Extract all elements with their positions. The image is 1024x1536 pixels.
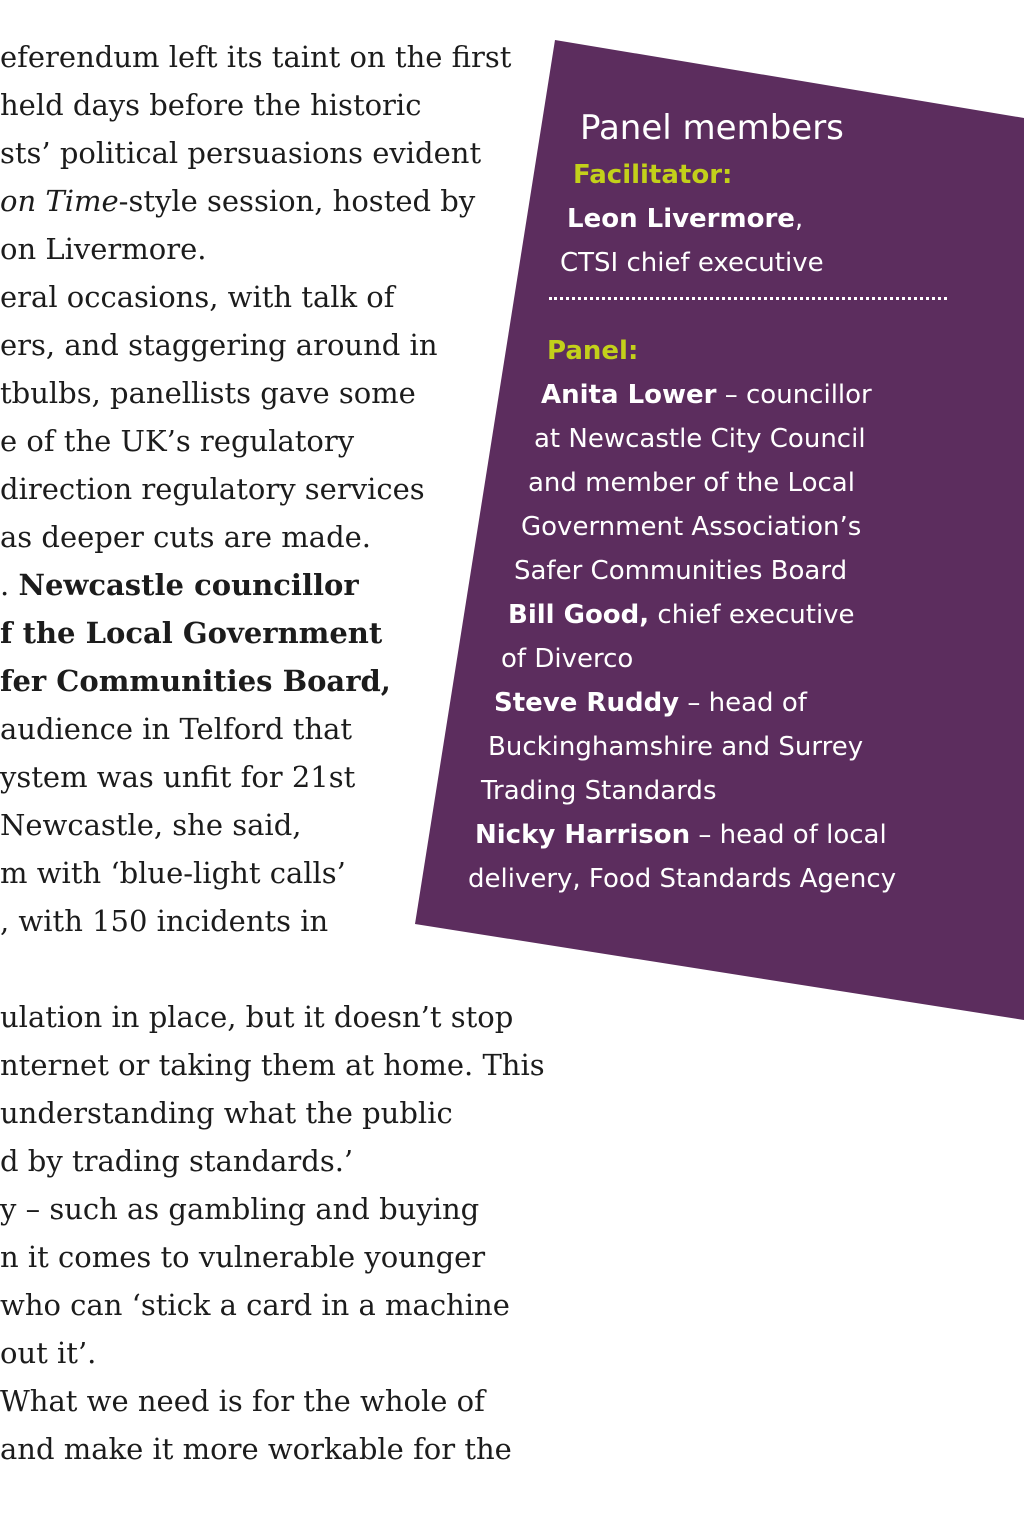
article-text: y – such as gambling and buying <box>0 1192 480 1226</box>
article-text: ulation in place, but it doesn’t stop <box>0 1000 514 1034</box>
article-text: m with ‘blue-light calls’ <box>0 856 346 890</box>
article-text: . <box>0 568 19 602</box>
article-text: out it’. <box>0 1336 97 1370</box>
article-text: ers, and staggering around in <box>0 328 438 362</box>
article-text: tbulbs, panellists gave some <box>0 376 416 410</box>
article-text: -style session, hosted by <box>118 184 476 218</box>
article-bold-text: Newcastle councillor <box>18 568 359 602</box>
panel-member-line <box>488 725 863 769</box>
article-bold-text: fer Communities Board, <box>0 664 391 698</box>
panel-member-line <box>468 857 896 901</box>
panel-member-line <box>508 593 855 637</box>
panel-member-role: Government Association’s <box>521 512 862 542</box>
panel-member-role: of Diverco <box>501 644 634 674</box>
panel-member-role: and member of the Local <box>528 468 855 498</box>
panel-member-name: Steve Ruddy <box>494 688 680 718</box>
article-bold-text: f the Local Government <box>0 616 383 650</box>
article-text: understanding what the public <box>0 1096 453 1130</box>
article-text: What we need is for the whole of <box>0 1384 485 1418</box>
panel-member-line <box>481 769 717 813</box>
panel-title: Panel members <box>580 108 844 148</box>
panel-member-name: Anita Lower <box>541 380 717 410</box>
facilitator-role: CTSI chief executive <box>560 248 824 278</box>
panel-member-role: Trading Standards <box>481 776 717 806</box>
article-text: e of the UK’s regulatory <box>0 424 355 458</box>
article-text: n it comes to vulnerable younger <box>0 1240 486 1274</box>
article-text: ystem was unfit for 21st <box>0 760 356 794</box>
panel-member-line <box>541 373 872 417</box>
article-text: , with 150 incidents in <box>0 904 329 938</box>
panel-member-line <box>528 461 855 505</box>
article-text: held days before the historic <box>0 88 422 122</box>
panel-member-role: – councillor <box>716 380 872 410</box>
panel-member-role: chief executive <box>649 600 855 630</box>
article-text: eral occasions, with talk of <box>0 280 395 314</box>
panel-member-line <box>494 681 807 725</box>
panel-member-line <box>475 813 887 857</box>
panel-member-role: Safer Communities Board <box>514 556 848 586</box>
article-text: audience in Telford that <box>0 712 353 746</box>
article-text: who can ‘stick a card in a machine <box>0 1288 510 1322</box>
article-text: sts’ political persuasions evident <box>0 136 482 170</box>
panel-member-line <box>514 549 847 593</box>
article-text: and make it more workable for the <box>0 1432 512 1466</box>
panel-label: Panel: <box>547 336 639 366</box>
facilitator-name-punct: , <box>794 204 804 234</box>
panel-member-role: delivery, Food Standards Agency <box>468 864 897 894</box>
panel-member-role: at Newcastle City Council <box>534 424 866 454</box>
panel-member-role: Buckinghamshire and Surrey <box>488 732 864 762</box>
panel-divider <box>549 297 947 300</box>
article-text: nternet or taking them at home. This <box>0 1048 545 1082</box>
facilitator-name-line <box>567 197 803 241</box>
article-text: Newcastle, she said, <box>0 808 302 842</box>
panel-member-line <box>521 505 861 549</box>
panel-member-line <box>534 417 866 461</box>
article-text: on Livermore. <box>0 232 207 266</box>
article-text: d by trading standards.’ <box>0 1144 354 1178</box>
panel-member-name: Nicky Harrison <box>475 820 691 850</box>
panel-member-role: – head of <box>679 688 807 718</box>
panel-member-line <box>501 637 633 681</box>
facilitator-label: Facilitator: <box>573 160 733 190</box>
article-italic-text: on Time <box>0 184 119 218</box>
facilitator-name: Leon Livermore <box>567 204 795 234</box>
article-text: as deeper cuts are made. <box>0 520 372 554</box>
article-text: eferendum left its taint on the first <box>0 40 512 74</box>
article-text: direction regulatory services <box>0 472 425 506</box>
panel-member-name: Bill Good, <box>508 600 650 630</box>
panel-member-role: – head of local <box>690 820 887 850</box>
